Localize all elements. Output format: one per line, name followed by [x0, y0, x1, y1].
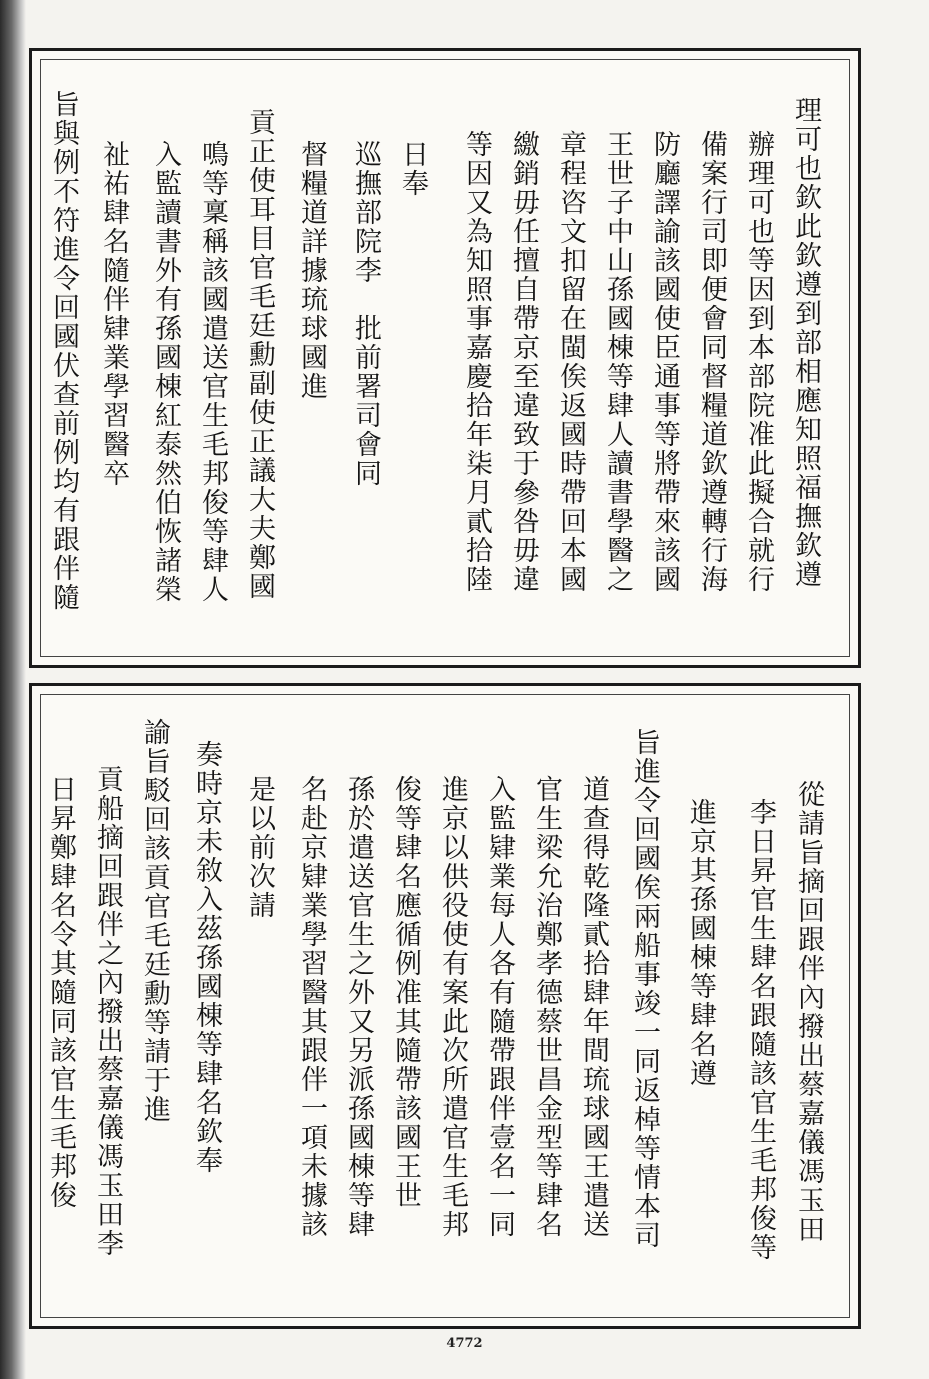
lower-text-column: 進京以供役使有案此次所遣官生毛邦: [437, 775, 468, 1239]
upper-text-column: 防廳譯諭該國使臣通事等將帶來該國: [649, 130, 680, 594]
lower-text-column: 道查得乾隆貳拾肆年間琉球國王遣送: [578, 775, 609, 1239]
lower-text-column: 貢船摘回跟伴之內撥出蔡嘉儀馮玉田李: [92, 765, 123, 1258]
lower-text-column: 官生梁允治鄭孝德蔡世昌金型等肆名: [531, 775, 562, 1239]
upper-text-column: 辦理可也等因到本部院准此擬合就行: [743, 130, 774, 594]
lower-text-column: 李日昇官生肆名跟隨該官生毛邦俊等: [745, 798, 776, 1262]
upper-text-column: 鳴等稟稱該國遣送官生毛邦俊等肆人: [197, 140, 228, 604]
lower-text-column: 日昇鄭肆名令其隨同該官生毛邦俊: [45, 775, 76, 1210]
lower-text-column: 奏時京未敘入茲孫國棟等肆名欽奉: [191, 740, 222, 1175]
upper-text-column: 貢正使耳目官毛廷勳副使正議大夫鄭國: [244, 108, 275, 601]
lower-text-column: 是以前次請: [244, 775, 275, 920]
lower-text-column: 俊等肆名應循例准其隨帶該國王世: [390, 775, 421, 1210]
binding-gutter: [0, 0, 26, 1379]
upper-text-column: 督糧道詳據琉球國進: [296, 140, 327, 401]
upper-text-column: 日奉: [397, 140, 428, 198]
upper-text-column: 巡撫部院李 批前署司會同: [350, 140, 381, 488]
lower-text-column: 入監肄業每人各有隨帶跟伴壹名一同: [484, 775, 515, 1239]
lower-text-column: 從請旨摘回跟伴內撥出蔡嘉儀馮玉田: [793, 780, 824, 1244]
upper-text-column: 章程咨文扣留在閩俟返國時帶回本國: [555, 130, 586, 594]
lower-text-column: 進京其孫國棟等肆名遵: [685, 798, 716, 1088]
upper-text-column: 入監讀書外有孫國棟紅泰然伯恢諸榮: [150, 140, 181, 604]
lower-text-column: 旨進令回國俟兩船事竣一同返棹等情本司: [629, 728, 660, 1250]
upper-text-column: 旨與例不符進令回國伏查前例均有跟伴隨: [48, 90, 79, 612]
upper-text-column: 祉祐肆名隨伴肄業學習醫卒: [98, 140, 129, 488]
upper-text-column: 理可也欽此欽遵到部相應知照福撫欽遵: [790, 96, 821, 589]
lower-text-column: 名赴京肄業學習醫其跟伴一項未據該: [296, 775, 327, 1239]
page-number: 4772: [446, 1336, 483, 1351]
upper-text-column: 等因又為知照事嘉慶拾年柒月貳拾陸: [461, 130, 492, 594]
lower-text-column: 孫於遣送官生之外又另派孫國棟等肆: [343, 775, 374, 1239]
lower-text-column: 諭旨駁回該貢官毛廷勳等請于進: [139, 718, 170, 1124]
upper-text-column: 王世子中山孫國棟等肆人讀書學醫之: [602, 130, 633, 594]
upper-text-column: 備案行司即便會同督糧道欽遵轉行海: [696, 130, 727, 594]
upper-text-column: 繳銷毋任擅自帶京至違致于參咎毋違: [508, 130, 539, 594]
